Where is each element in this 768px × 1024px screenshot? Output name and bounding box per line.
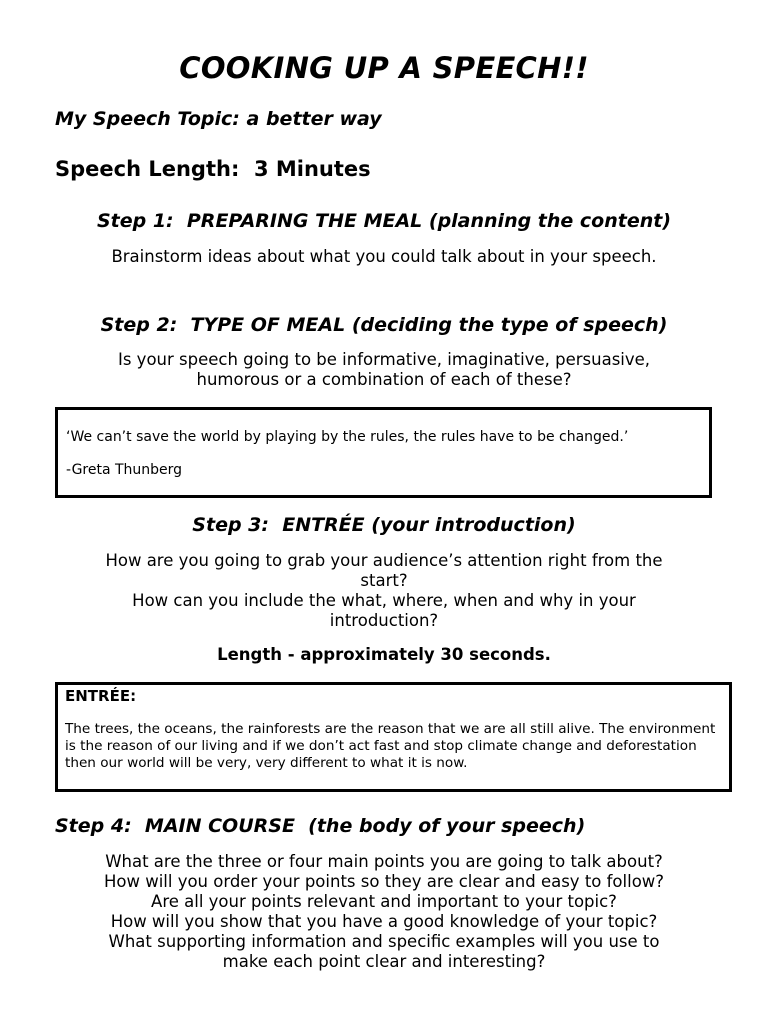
step4-text [60, 852, 708, 972]
step3-heading: Step 3: ENTRÉE (your introduction) [192, 514, 576, 536]
step3-line: start? [360, 571, 408, 590]
quote-text: ‘We can’t save the world by playing by the rules, the rules have to be changed.’ [66, 429, 629, 445]
step1-text: Brainstorm ideas about what you could talk about in your speech. [111, 247, 657, 266]
step4-line: What supporting information and specific examples will you use to [108, 932, 660, 951]
step4-line: How will you order your points so they are clear and easy to follow? [103, 872, 665, 891]
page-title: COOKING UP A SPEECH!! [179, 51, 589, 85]
quote-box [55, 407, 712, 498]
step4-line: Are all your points relevant and important to your topic? [151, 892, 617, 911]
step2-line: Is your speech going to be informative, imaginative, persuasive, [117, 350, 651, 369]
entree-box-heading: ENTRÉE: [65, 687, 137, 705]
speech-topic: My Speech Topic: a better way [55, 108, 382, 130]
step1-heading: Step 1: PREPARING THE MEAL (planning the content) [96, 210, 672, 232]
step3-text [60, 551, 708, 631]
step3-line: introduction? [329, 611, 439, 630]
entree-box [55, 682, 732, 792]
step2-text [60, 350, 708, 390]
step4-line: make each point clear and interesting? [222, 952, 546, 971]
entree-box-text: The trees, the oceans, the rainforests are the reason that we are all still alive. The environment is the reason of our living and if we don’t act fast and stop climate change and deforestation then our world will be very, very different to what it is now. [65, 721, 716, 771]
step3-length: Length - approximately 30 seconds. [217, 645, 551, 664]
step4-line: How will you show that you have a good knowledge of your topic? [110, 912, 658, 931]
speech-length: Speech Length: 3 Minutes [55, 157, 371, 181]
step3-line: How are you going to grab your audience’s attention right from the [105, 551, 663, 570]
step3-line: How can you include the what, where, when and why in your [132, 591, 636, 610]
step4-heading: Step 4: MAIN COURSE (the body of your speech) [55, 815, 586, 837]
quote-author: -Greta Thunberg [66, 462, 183, 478]
step4-line: What are the three or four main points you are going to talk about? [105, 852, 663, 871]
step2-heading: Step 2: TYPE OF MEAL (deciding the type of speech) [100, 314, 668, 336]
step2-line: humorous or a combination of each of these? [196, 370, 572, 389]
